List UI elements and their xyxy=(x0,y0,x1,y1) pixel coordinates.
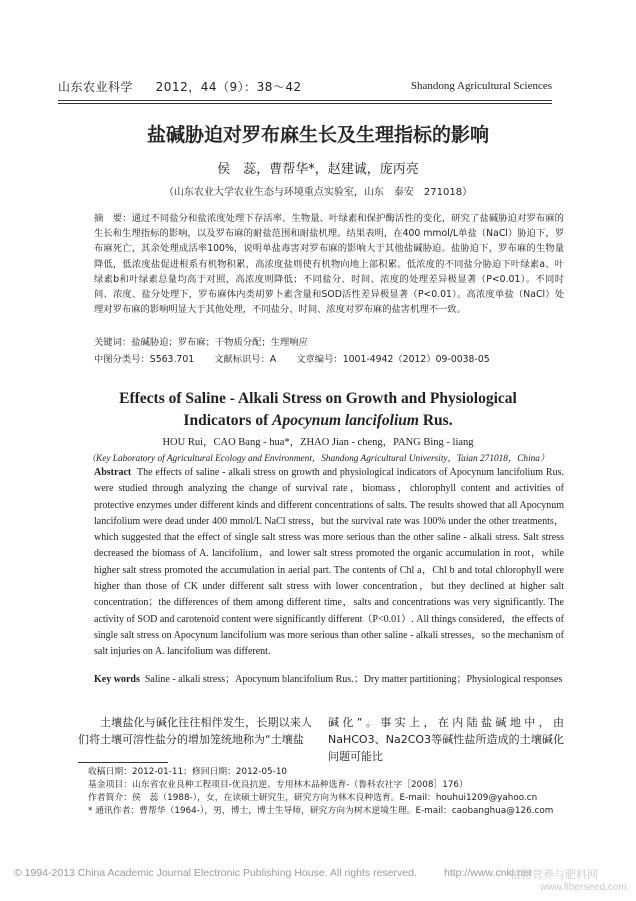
abstract-cn-label: 摘 要： xyxy=(94,213,132,224)
paper-title-en xyxy=(0,388,636,432)
title-en-line2-pre: Indicators of xyxy=(183,412,273,429)
paper-title-en-line2 xyxy=(0,410,636,432)
authors-en: HOU Rui，CAO Bang - hua*，ZHAO Jian - cheng，PANG Bing - liang xyxy=(162,437,474,448)
abstract-en-text: The effects of saline - alkali stress on growth and physiological indicators of Apocynum lancifolium Rus. were studied through analyzing the change of survival rate，biomass，chlorophyll content and activities of protective enzymes under different kinds and different concentrations of salts. The results showed that all Apocynum lancifolium were dead under 400 mmol/L NaCl stress，but the survival rate was 100% under the other treatments，which suggested that the effect of single salt stress was more serious than the other saline - alkali stress. Salt stress decreased the biomass of A. lancifolium，and lower salt stress promoted the organic accumulation in root，while higher salt stress promoted the accumulation in aerial part. The contents of Chl a，Chl b and total chlorophyll were higher than those of CK under different salt stress with lower concentration，but they declined at higher salt concentration；the differences of them among different time，salts and concentrations was very significantly. The activity of SOD and carotenoid content were significantly different（P<0.01）. All things considered，the effects of single salt stress on Apocynum lancifolium was more serious than other saline - alkali stresses，so the mechanism of salt injuries on A. lancifolium was different. xyxy=(94,467,564,658)
keywords-cn-label: 关键词： xyxy=(94,337,132,348)
footnote-received: 收稿日期：2012-01-11；修回日期：2012-05-10 xyxy=(88,767,288,777)
footer-url[interactable]: http://www.cnki.net xyxy=(444,867,532,879)
paper-title-en-line1: Effects of Saline - Alkali Stress on Growth and Physiological xyxy=(119,390,517,407)
journal-name-en: Shandong Agricultural Sciences xyxy=(410,80,552,92)
footnote-corresponding: * 通讯作者：曹帮华（1964-），男，博士，博士生导师，研究方向为树木逆境生理。E-mail：caobanghua@126.com xyxy=(88,806,554,816)
title-en-species: Apocynum lancifolium xyxy=(272,412,419,429)
abstract-cn xyxy=(94,211,564,317)
article-value: 1001-4942（2012）09-0038-05 xyxy=(342,354,490,365)
paper-title-cn: 盐碱胁迫对罗布麻生长及生理指标的影响 xyxy=(146,124,489,146)
journal-name-and-citation xyxy=(58,78,302,95)
keywords-en-text: Saline - alkali stress；Apocynum blancifolium Rus.；Dry matter partitioning；Physiological responses xyxy=(144,674,563,685)
footnote-funding: 基金项目：山东省农业良种工程项目-优良抗逆、专用林木品种选育-（鲁科农社字［2008］176） xyxy=(88,780,468,790)
doc-label: 文献标识号： xyxy=(214,354,270,365)
clc-value: S563.701 xyxy=(149,354,195,365)
affiliation-en: （Key Laboratory of Agricultural Ecology and Environment，Shandong Agricultural University，Taian 271018，China） xyxy=(86,454,550,464)
affiliation-cn: （山东农业大学农业生态与环境重点实验室，山东 泰安 271018） xyxy=(163,187,473,198)
doc-value: A xyxy=(269,354,277,365)
abstract-en-label: Abstract xyxy=(94,467,132,478)
keywords-cn-text: 盐碱胁迫；罗布麻；干物质分配；生理响应 xyxy=(131,337,308,348)
footnote-author: 作者简介：侯 蕊（1988-），女，在读硕士研究生，研究方向为林木良种选育。E-mail：houhui1209@yahoo.cn xyxy=(88,793,538,803)
article-label: 文章编号： xyxy=(296,354,343,365)
copyright-footer: © 1994-2013 China Academic Journal Electronic Publishing House. All rights reserved. xyxy=(14,867,417,879)
journal-citation: 2012，44（9）：38～42 xyxy=(155,80,302,94)
header-rule xyxy=(58,100,552,101)
keywords-en xyxy=(94,672,564,688)
header-rule-thin xyxy=(58,103,552,104)
watermark-en: www.fiberseed.com xyxy=(540,882,627,893)
title-en-line2-post: Rus. xyxy=(418,412,453,429)
watermark-cn: 植物营养与肥料网 xyxy=(510,868,598,881)
classification-line xyxy=(94,352,564,367)
clc-label: 中图分类号： xyxy=(94,354,150,365)
keywords-cn xyxy=(94,335,564,350)
authors-cn: 侯 蕊，曹帮华*，赵建诚，庞丙亮 xyxy=(217,162,419,177)
body-column-left: 土壤盐化与碱化往往相伴发生，长期以来人们将土壤可溶性盐分的增加笼统地称为“土壤盐 xyxy=(78,716,312,746)
abstract-cn-text: 通过不同盐分和盐浓度处理下存活率、生物量、叶绿素和保护酶活性的变化，研究了盐碱胁迫对罗布麻的生长和生理指标的影响，以及罗布麻的耐盐范围和耐盐机理。结果表明，在400 mmol/L单盐（NaCl）胁迫下，罗布麻死亡，其余处理成活率100%，说明单盐毒害对罗布麻的影响大于其他盐碱胁迫。盐胁迫下，罗布麻的生物量降低，低浓度盐促进根系有机物积累，高浓度盐则使有机物向地上部积累。低浓度的不同盐分胁迫下叶绿素a、叶绿素b和叶绿素总量均高于对照，高浓度则降低；不同盐分、时间、浓度的处理差异极显著（P<0.01）。不同时间、浓度、盐分处理下，罗布麻体内类胡萝卜素含量和SOD活性差异极显著（P<0.01）。高浓度单盐（NaCl）处理对罗布麻的影响明显大于其他处理，不同盐分、时间、浓度对罗布麻的盐害机理不一致。 xyxy=(94,213,564,316)
footnote-rule xyxy=(78,762,168,763)
abstract-en xyxy=(94,465,564,661)
keywords-en-label: Key words xyxy=(94,674,140,685)
journal-name-cn: 山东农业科学 xyxy=(58,80,134,94)
body-column-right: 碱化”。事实上，在内陆盐碱地中，由NaHCO3、Na2CO3等碱性盐所造成的土壤碱化问题可能比 xyxy=(328,716,564,763)
